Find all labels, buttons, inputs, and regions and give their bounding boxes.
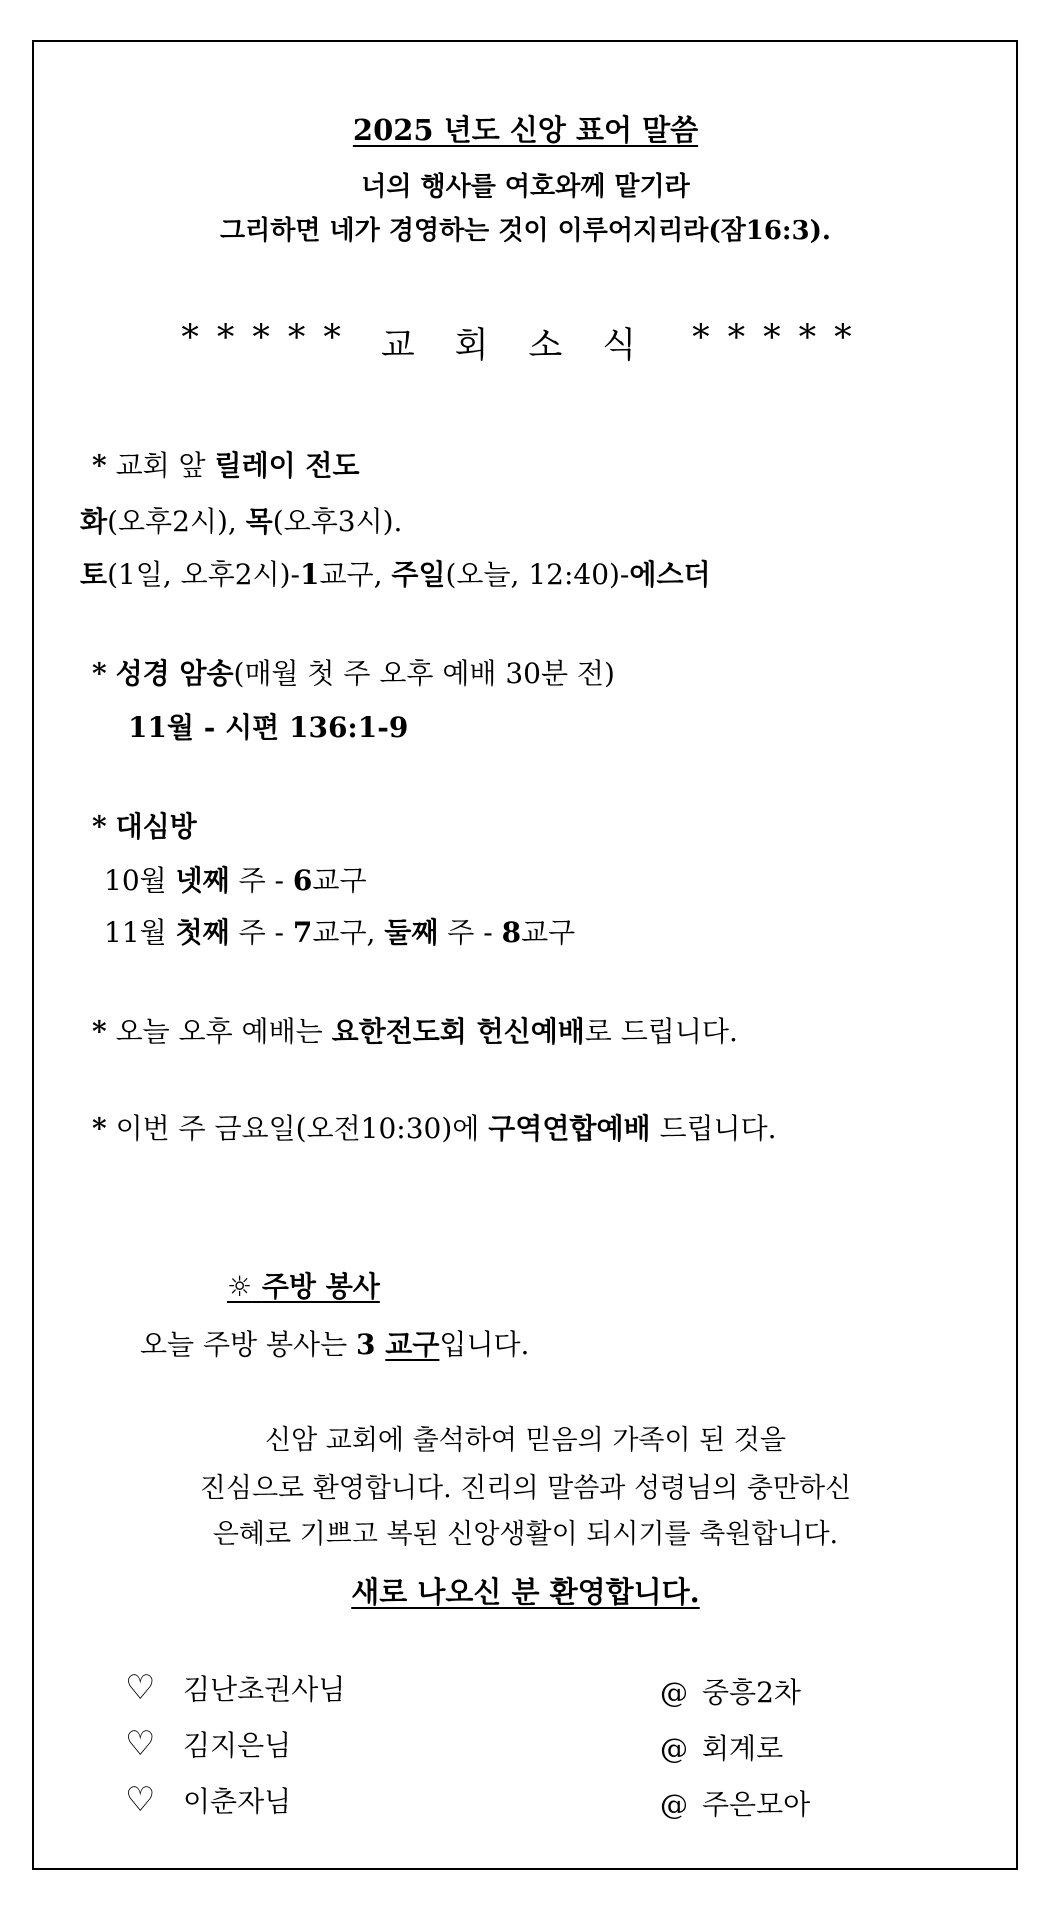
visitation-line-october: 10월 넷째 주 - 6교구 xyxy=(104,864,367,897)
heart-icon: ♡ xyxy=(125,1668,156,1708)
newcomer-name: 김지은님 xyxy=(183,1729,292,1762)
at-icon: @ xyxy=(660,1676,688,1709)
heart-icon: ♡ xyxy=(125,1724,156,1764)
stars-right: ***** xyxy=(692,318,870,358)
kitchen-service-text: 오늘 주방 봉사는 3 교구입니다. xyxy=(140,1328,530,1361)
newcomer-name: 이춘자님 xyxy=(183,1785,292,1818)
newcomer-3 xyxy=(125,1780,291,1820)
newcomer-1-origin: @ 중흥2차 xyxy=(660,1676,801,1709)
newcomer-2-origin: @ 회계로 xyxy=(660,1732,784,1765)
welcome-title: 새로 나오신 분 환영합니다. xyxy=(351,1575,700,1609)
newcomer-name: 김난초권사님 xyxy=(183,1673,346,1706)
newcomer-2 xyxy=(125,1724,291,1764)
relay-evangelism-line-2: 화(오후2시), 목(오후3시). xyxy=(80,505,403,538)
visitation-line-november: 11월 첫째 주 - 7교구, 둘째 주 - 8교구 xyxy=(104,916,576,949)
sun-icon: ☼ xyxy=(227,1270,253,1303)
relay-evangelism-heading: * 교회 앞 릴레이 전도 xyxy=(92,449,360,482)
welcome-line-2: 진심으로 환영합니다. 진리의 말씀과 성령님의 충만하신 xyxy=(199,1473,852,1504)
at-icon: @ xyxy=(660,1788,688,1821)
church-news-title: 교회소식 xyxy=(380,326,677,366)
motto-line-2: 그리하면 네가 경영하는 것이 이루어지리라(잠16:3). xyxy=(220,216,831,246)
at-icon: @ xyxy=(660,1732,688,1765)
newcomer-1 xyxy=(125,1668,345,1708)
bible-memorization-verse: 11월 - 시편 136:1-9 xyxy=(128,711,409,744)
page-title: 2025 년도 신앙 표어 말씀 xyxy=(352,113,699,147)
evening-worship-notice: * 오늘 오후 예배는 요한전도회 헌신예배로 드립니다. xyxy=(92,1015,738,1048)
welcome-line-3: 은혜로 기쁘고 복된 신앙생활이 되시기를 축원합니다. xyxy=(212,1519,839,1550)
newcomer-3-origin: @ 주은모아 xyxy=(660,1788,811,1821)
relay-evangelism-line-3: 토(1일, 오후2시)-1교구, 주일(오늘, 12:40)-에스더 xyxy=(80,558,711,591)
visitation-heading: * 대심방 xyxy=(92,810,197,843)
stars-left: ***** xyxy=(181,318,359,358)
motto-line-1: 너의 행사를 여호와께 맡기라 xyxy=(361,172,690,202)
kitchen-service-heading: ☼ 주방 봉사 xyxy=(227,1270,380,1303)
welcome-line-1: 신암 교회에 출석하여 믿음의 가족이 된 것을 xyxy=(265,1425,786,1456)
bible-memorization-heading: * 성경 암송(매월 첫 주 오후 예배 30분 전) xyxy=(92,657,615,690)
church-news-header xyxy=(0,318,1051,368)
friday-worship-notice: * 이번 주 금요일(오전10:30)에 구역연합예배 드립니다. xyxy=(92,1112,777,1145)
heart-icon: ♡ xyxy=(125,1780,156,1820)
